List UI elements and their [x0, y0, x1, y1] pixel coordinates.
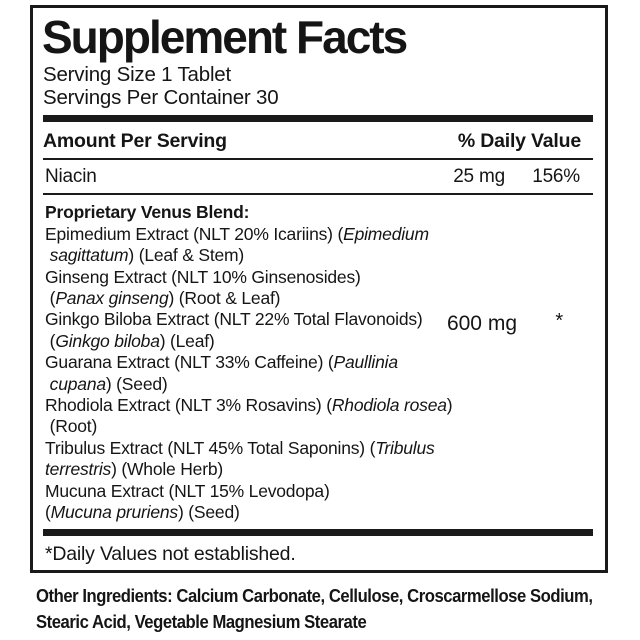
blend-ingredient-line: (Ginkgo biloba) (Leaf)	[45, 330, 215, 351]
blend-ingredient-line: Ginkgo Biloba Extract (NLT 22% Total Flavonoids)	[45, 309, 423, 330]
blend-ingredient-line: terrestris) (Whole Herb)	[45, 459, 224, 480]
amount-per-serving-header: Amount Per Serving	[43, 130, 227, 153]
other-ingredients-line: Stearic Acid, Vegetable Magnesium Stearate	[36, 610, 367, 632]
blend-ingredient-line: (Panax ginseng) (Root & Leaf)	[45, 287, 281, 308]
nutrient-row-niacin	[43, 160, 593, 188]
nutrient-name: Niacin	[45, 166, 97, 188]
blend-ingredient-line: Ginseng Extract (NLT 10% Ginsenosides)	[45, 266, 361, 287]
serving-size: Serving Size 1 Tablet	[43, 63, 232, 87]
blend-daily-value-asterisk: *	[555, 310, 563, 333]
thick-divider-top	[43, 115, 593, 122]
proprietary-blend-section	[43, 195, 593, 523]
nutrient-amount: 25 mg	[453, 166, 505, 188]
blend-ingredient-line: Mucuna Extract (NLT 15% Levodopa)	[45, 480, 330, 501]
daily-value-header: % Daily Value	[457, 130, 581, 153]
supplement-facts-panel	[30, 5, 608, 573]
blend-ingredient-line: cupana) (Seed)	[49, 373, 168, 394]
servings-per-container: Servings Per Container 30	[43, 85, 279, 109]
daily-value-footnote: *Daily Values not established.	[45, 543, 296, 566]
blend-ingredient-line: Epimedium Extract (NLT 20% Icariins) (Epimedium	[45, 223, 429, 244]
blend-header: Proprietary Venus Blend:	[45, 202, 250, 223]
column-header-row	[43, 130, 593, 153]
blend-lines	[45, 224, 593, 524]
blend-ingredient-line: (Mucuna pruriens) (Seed)	[45, 501, 240, 522]
blend-amount: 600 mg	[446, 312, 517, 336]
blend-ingredient-line: Rhodiola Extract (NLT 3% Rosavins) (Rhodiola rosea)	[45, 394, 453, 415]
blend-ingredient-line: sagittatum) (Leaf & Stem)	[49, 245, 245, 266]
nutrient-daily-value: 156%	[532, 166, 580, 188]
thick-divider-bottom	[43, 529, 593, 536]
other-ingredients-line: Other Ingredients: Calcium Carbonate, Cellulose, Croscarmellose Sodium,	[36, 585, 593, 606]
other-ingredients	[36, 583, 636, 634]
panel-title: Supplement Facts	[42, 11, 407, 63]
blend-ingredient-line: Guarana Extract (NLT 33% Caffeine) (Paullinia	[45, 352, 398, 373]
blend-ingredient-line: Tribulus Extract (NLT 45% Total Saponins) (Tribulus	[45, 437, 435, 458]
blend-ingredient-line: (Root)	[45, 416, 98, 437]
